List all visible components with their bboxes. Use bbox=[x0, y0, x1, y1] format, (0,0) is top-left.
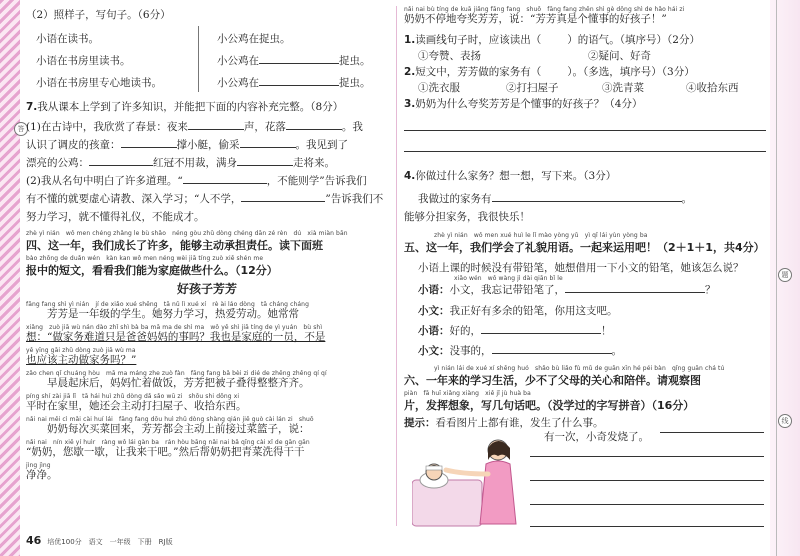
answer-blank[interactable] bbox=[492, 191, 682, 202]
story-last-line: 奶奶不停地夸奖芳芳，说：“芳芳真是个懂事的好孩子！” bbox=[404, 13, 667, 25]
question-1: 1.读画线句子时，应该读出（ ）的语气。（填序号）（2分） bbox=[404, 34, 700, 46]
page-footer bbox=[26, 534, 173, 547]
question-4-line: 能够分担家务，我很快乐！ bbox=[404, 211, 530, 223]
underlined-sentence: 想：“做家务难道只是爸爸妈妈的事吗？我也是家庭的一员，不是 bbox=[26, 331, 326, 343]
q3-answer-area[interactable] bbox=[404, 130, 766, 170]
table-divider bbox=[198, 26, 199, 92]
dialogue-line: 小语：好的， ！ bbox=[418, 325, 612, 337]
question-2-heading: （2）照样子，写句子。（6分） bbox=[26, 9, 171, 21]
dialogue-line: 小文：我正好有多余的铅笔，你用这支吧。 bbox=[418, 305, 618, 317]
section-4-heading: zhè yì nián wǒ men chéng zhǎng le bù shǎo néng gòu zhǔ dòng chéng dān zé rèn dú xià miàn bān 四、这一年，我们成长了许多，能够主动承担责任。读下面班 bào zhōng de duǎn wén kàn kan wǒ men néng wèi jiā tíng zuò xiē shén me 报中的短文，看看我们能为家庭做些什么。（12分） bbox=[26, 230, 348, 277]
question-2-options: ①洗衣服 ②打扫屋子 ③洗青菜 ④收拾东西 bbox=[418, 82, 739, 94]
answer-blank[interactable] bbox=[286, 119, 342, 130]
story-title: 好孩子芳芳 bbox=[176, 282, 237, 296]
answer-blank[interactable] bbox=[121, 137, 177, 148]
footer-text: 培优100分 语文 一年级 下册 RJ版 bbox=[47, 538, 173, 546]
question-7-heading: 7.我从课本上学到了许多知识，并能把下面的内容补充完整。（8分） bbox=[26, 101, 344, 113]
section-5-intro: 小语上课的时候没有带铅笔，她想借用一下小文的铅笔，她该怎么说？ bbox=[418, 262, 744, 274]
answer-blank[interactable] bbox=[259, 53, 339, 64]
answer-blank[interactable] bbox=[89, 155, 153, 166]
question-2: 2.短文中，芳芳做的家务有（ ）。（多选，填序号）（3分） bbox=[404, 66, 695, 78]
answer-blank[interactable] bbox=[259, 75, 339, 86]
page-number: 46 bbox=[26, 534, 42, 547]
question-4-line: 我做过的家务有 。 bbox=[418, 193, 692, 205]
question-3: 3.奶奶为什么夸奖芳芳是个懂事的好孩子？（4分） bbox=[404, 98, 643, 110]
answer-blank[interactable] bbox=[237, 155, 293, 166]
question-1-options: ①夸赞、表扬 ②疑问、好奇 bbox=[418, 50, 651, 62]
answer-blank[interactable] bbox=[188, 119, 244, 130]
question-7-line: 努力学习，就不懂得礼仪，不能成才。 bbox=[26, 211, 205, 223]
question-7-line: 漂亮的公鸡： 红冠不用裁，满身 走将来。 bbox=[26, 157, 335, 169]
dialogue-line: xiǎo wén wǒ wàng jì dài qiān bǐ le 小语：小文，我忘记带铅笔了， ？ bbox=[418, 275, 716, 296]
writing-line[interactable] bbox=[530, 526, 764, 527]
question-7-line: 有不懂的就要虚心请教、深入学习；“人不学， ”告诉我们不 bbox=[26, 193, 384, 205]
table-left-cell: 小语在读书。 小语在书房里读书。 小语在书房里专心地读书。 bbox=[36, 33, 162, 89]
seal-char: 线 bbox=[778, 414, 792, 428]
section-6-tip: 提示：看看图片上都有谁，发生了什么事。 bbox=[404, 417, 604, 429]
answer-blank[interactable] bbox=[492, 343, 612, 354]
question-7-line: (2)我从名句中明白了许多道理。“ ，不能则学”告诉我们 bbox=[26, 175, 367, 187]
answer-blank[interactable] bbox=[481, 323, 601, 334]
question-7-line: 认识了调皮的孩童： 撑小艇，偷采 。我见到了 bbox=[26, 139, 348, 151]
answer-blank[interactable] bbox=[565, 282, 705, 293]
section-6-heading: yì nián lái de xué xí shēng huó shǎo bù liǎo fù mǔ de guān xīn hé péi bàn qǐng guān chá tú 六、一年来的学习生活，少不了父母的关心和陪伴。请观察图 piàn fā huī xiǎng xiàng xiě jǐ jù huà ba 片，发挥想象，写几句话吧。（没学过的字写拼音）（16分） bbox=[404, 365, 725, 412]
left-column bbox=[26, 6, 388, 481]
writing-line[interactable] bbox=[660, 432, 764, 433]
story-text: fāng fang shì yì nián jí de xiǎo xué shēng tā nǔ lì xué xí rè ài láo dòng tā cháng cháng 芳芳是一年级的学生。她努力学习，热爱劳动。她常常 xiǎng zuò jiā wù nán dào zhǐ shì bà ba mā ma de shì ma wǒ yě shì jiā tíng de yì yuán bù shì 想：“做家务难道只是爸爸妈妈的事吗？我也是家庭的一员，不是 yě yīng gāi zhǔ dòng zuò jiā wù ma 也应该主动做家务吗？” zǎo chen qǐ chuáng hòu mā ma máng zhe zuò fàn fāng fang bǎ bèi zi dié de zhěng zhěng qí qí 早晨起床后，妈妈忙着做饭，芳芳把被子叠得整整齐齐。 píng shí zài jiā lǐ tā hái huì zhǔ dòng dǎ sǎo wū zi shōu shi dōng xi 平时在家里，她还会主动打扫屋子、收拾东西。 nǎi nai měi cì mǎi cài huí lái fāng fang dōu huì zhǔ dòng shàng qián jiē guò cài lán zi shuō 奶奶每次买菜回来，芳芳都会主动上前接过菜篮子，说： nǎi nai nín xiē yí huìr ràng wǒ lái gàn ba rán hòu bāng nǎi nai bǎ qīng cài xǐ de gān gān “奶奶，您歇一歇，让我来干吧。”然后帮奶奶把青菜洗得干干 jìng jìng 净净。 bbox=[26, 301, 388, 482]
answer-blank[interactable] bbox=[240, 137, 296, 148]
dialogue-line: 小文：没事的， 。 bbox=[418, 345, 622, 357]
left-decorative-border bbox=[0, 0, 20, 556]
table-right-cell: 小公鸡在捉虫。 小公鸡在 捉虫。 小公鸡在 捉虫。 bbox=[217, 33, 371, 89]
question-4: 4.你做过什么家务？想一想，写下来。（3分） bbox=[404, 170, 617, 182]
answer-blank[interactable] bbox=[183, 173, 267, 184]
writing-line[interactable] bbox=[530, 504, 764, 505]
question-7-line: (1)在古诗中，我欣赏了春景：夜来 声，花落 。我 bbox=[26, 121, 363, 133]
writing-starter: 有一次，小奇发烧了。 bbox=[544, 431, 649, 443]
seal-char: 题 bbox=[778, 268, 792, 282]
sentence-table bbox=[26, 24, 388, 94]
right-column: nǎi nai bù tíng de kuā jiǎng fāng fang shuō fāng fang zhēn shì gè dǒng shì de hǎo hái zi 奶奶不停地夸奖芳芳，说：“芳芳真是个懂事的好孩子！” 1.读画线句子时，应该读出（ ）的语气。（填序号）（2分） ①夸赞、表扬 ②疑问、好奇 2.短文中，芳芳做的家务有（ ）。（多选，填序号）（3分） ①洗衣服 ②打扫屋子 ③洗青菜 ④收拾东西 3.奶奶为什么夸奖芳芳是个懂事的好孩子？（4分） 4.你做过什么家务？想一想，写下来。（3分） 我做过的家务有 。 能够分担家务，我很快乐！ zhè yì nián wǒ men xué huì le lǐ mào yòng yǔ yì qǐ lái yùn yòng ba 五、这一年，我们学会了礼貌用语。一起来运用吧！（2＋1＋1，共4分） 小语上课的时候没有带铅笔，她想借用一下小文的铅笔，她该怎么说？ xiǎo wén wǒ wàng jì dài qiān bǐ le 小语：小文，我忘记带铅笔了， ？ 小文：我正好有多余的铅笔，你用这支吧。 小语：好的， ！ 小文：没事的， 。 yì nián lái de xué xí shēng huó shǎo bù liǎo fù mǔ de guān xīn hé péi bàn qǐng guān chá tú 六、一年来的学习生活，少不了父母的关心和陪伴。请观察图 piàn fā huī xiǎng xiàng xiě jǐ jù huà ba 片，发挥想象，写几句话吧。（没学过的字写拼音）（16分） 提示：看看图片上都有谁，发生了什么事。 bbox=[404, 6, 765, 429]
writing-line[interactable] bbox=[530, 456, 764, 457]
seal-char: 答 bbox=[14, 122, 28, 136]
mother-child-illustration bbox=[412, 430, 532, 530]
section-5-heading: zhè yì nián wǒ men xué huì le lǐ mào yòng yǔ yì qǐ lái yùn yòng ba 五、这一年，我们学会了礼貌用语。一起来运用吧！（2＋1＋1，共4分） bbox=[404, 232, 765, 254]
answer-blank[interactable] bbox=[241, 191, 325, 202]
column-divider bbox=[396, 6, 397, 526]
writing-line[interactable] bbox=[530, 480, 764, 481]
